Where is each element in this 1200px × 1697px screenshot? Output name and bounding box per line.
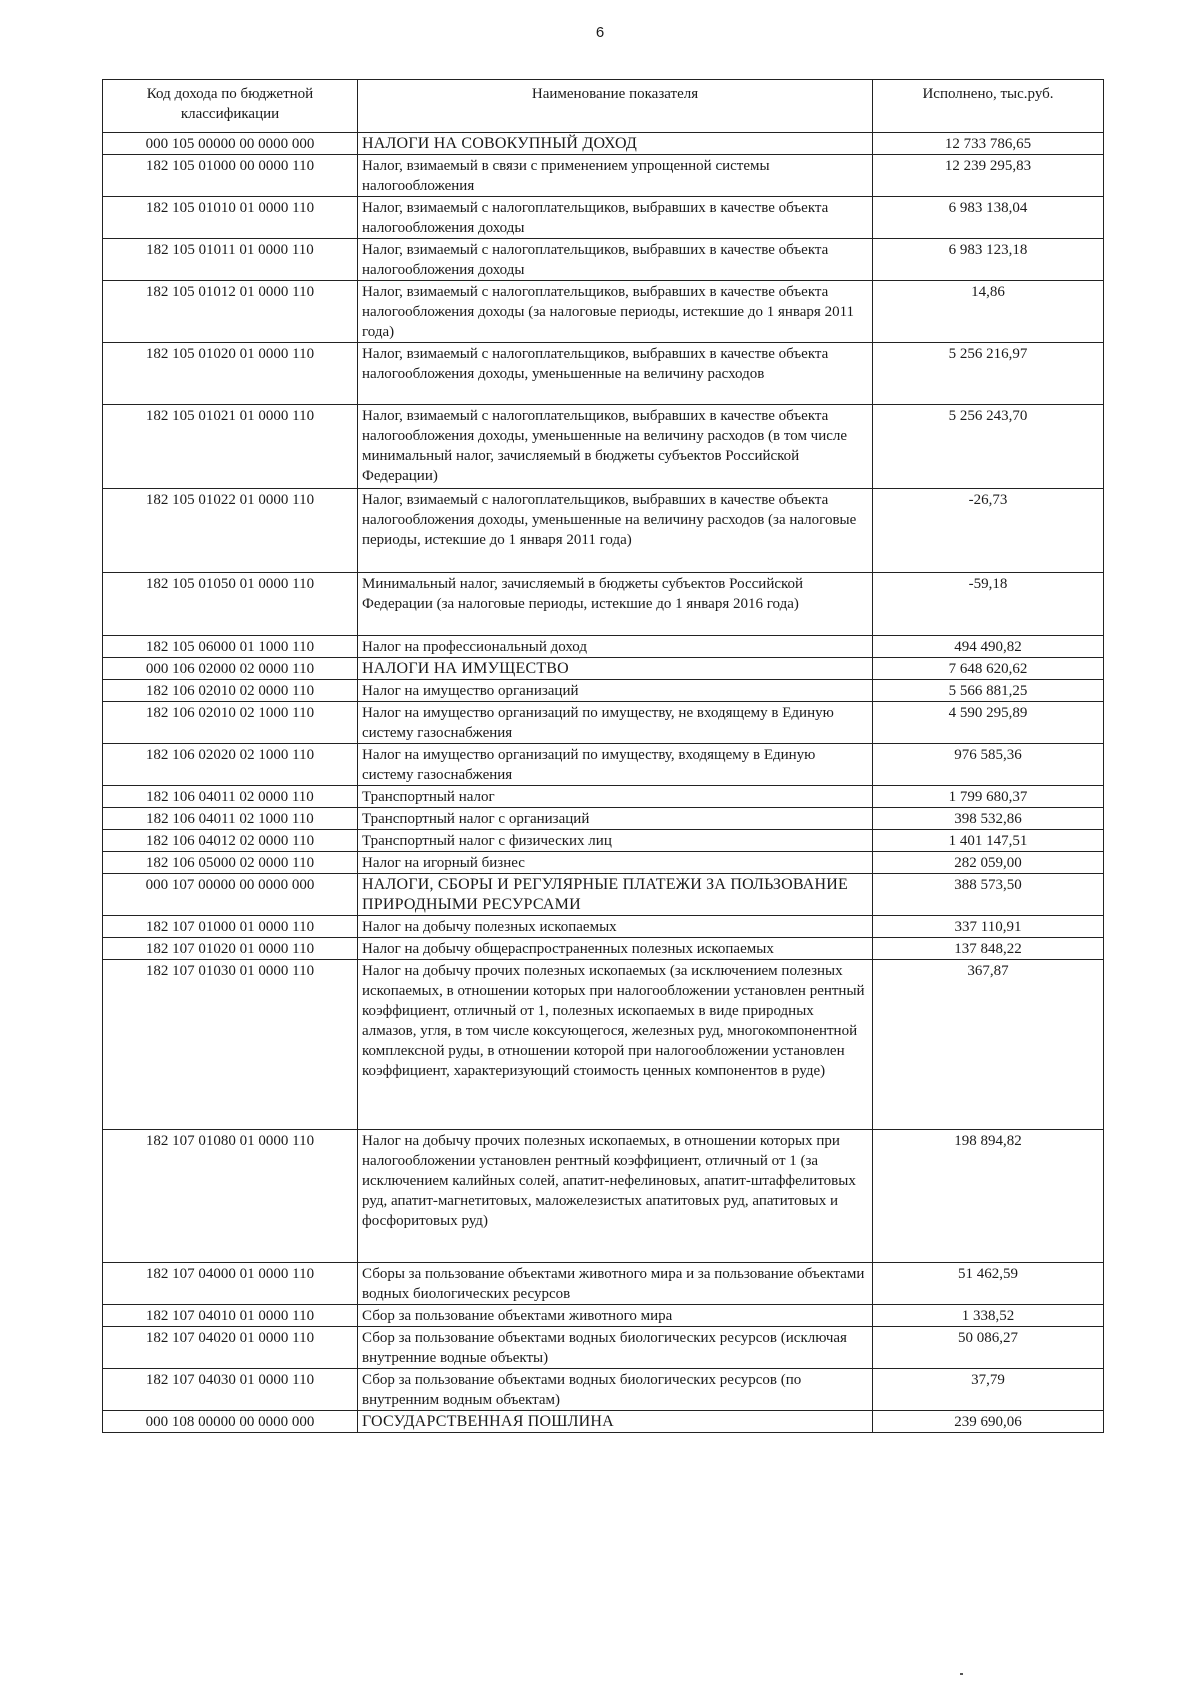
row-code: 000 106 02000 02 0000 110 [103,658,358,680]
table-row [103,680,1104,702]
row-name: Налог на имущество организаций [358,680,873,702]
row-amount: 6 983 138,04 [873,197,1104,239]
row-code: 182 106 04011 02 1000 110 [103,808,358,830]
row-name: Налог на игорный бизнес [358,852,873,874]
row-amount: 1 338,52 [873,1305,1104,1327]
row-amount: 7 648 620,62 [873,658,1104,680]
row-amount: 5 256 216,97 [873,343,1104,405]
row-amount: 5 566 881,25 [873,680,1104,702]
row-name: Транспортный налог [358,786,873,808]
table-row [103,133,1104,155]
row-name: Налог, взимаемый в связи с применением упрощенной системы налогообложения [358,155,873,197]
row-name: Налог, взимаемый с налогоплательщиков, выбравших в качестве объекта налогообложения доходы, уменьшенные на величину расходов (в том числе минимальный налог, зачисляемый в бюджеты субъектов Российской Федерации) [358,405,873,489]
table-row [103,960,1104,1130]
table-row [103,155,1104,197]
row-amount: 12 239 295,83 [873,155,1104,197]
row-amount: 4 590 295,89 [873,702,1104,744]
table-row [103,1305,1104,1327]
row-code: 182 106 02010 02 0000 110 [103,680,358,702]
row-name: Налог, взимаемый с налогоплательщиков, выбравших в качестве объекта налогообложения доходы, уменьшенные на величину расходов [358,343,873,405]
row-name: Налог на профессиональный доход [358,636,873,658]
revenue-table [102,79,1104,1433]
table-row [103,830,1104,852]
row-code: 182 107 04000 01 0000 110 [103,1263,358,1305]
row-amount: 337 110,91 [873,916,1104,938]
row-code: 182 107 04030 01 0000 110 [103,1369,358,1411]
row-name: Сборы за пользование объектами животного мира и за пользование объектами водных биологических ресурсов [358,1263,873,1305]
table-row [103,874,1104,916]
row-code: 182 105 01010 01 0000 110 [103,197,358,239]
table-row [103,1130,1104,1263]
table-row [103,1369,1104,1411]
row-amount: 50 086,27 [873,1327,1104,1369]
row-code: 182 107 01080 01 0000 110 [103,1130,358,1263]
row-name: Налог, взимаемый с налогоплательщиков, выбравших в качестве объекта налогообложения доходы, уменьшенные на величину расходов (за налоговые периоды, истекшие до 1 января 2011 года) [358,489,873,573]
row-name: ГОСУДАРСТВЕННАЯ ПОШЛИНА [358,1411,873,1433]
row-name: НАЛОГИ НА СОВОКУПНЫЙ ДОХОД [358,133,873,155]
table-row [103,281,1104,343]
row-code: 182 105 01011 01 0000 110 [103,239,358,281]
row-amount: 282 059,00 [873,852,1104,874]
header-name: Наименование показателя [358,80,873,133]
row-name: Налог на добычу прочих полезных ископаемых (за исключением полезных ископаемых, в отношении которых при налогообложении установлен рентный коэффициент, отличный от 1, полезных ископаемых в виде природных алмазов, угля, в том числе коксующегося, железных руд, многокомпонентной комплексной руды, в отношении которой при налогообложении установлен коэффициент, характеризующий стоимость ценных компонентов в руде) [358,960,873,1130]
row-name: Минимальный налог, зачисляемый в бюджеты субъектов Российской Федерации (за налоговые периоды, истекшие до 1 января 2016 года) [358,573,873,636]
row-code: 182 107 01020 01 0000 110 [103,938,358,960]
row-code: 182 106 02010 02 1000 110 [103,702,358,744]
row-amount: 494 490,82 [873,636,1104,658]
row-amount: 12 733 786,65 [873,133,1104,155]
row-code: 182 107 01000 01 0000 110 [103,916,358,938]
row-name: Сбор за пользование объектами водных биологических ресурсов (по внутренним водным объектам) [358,1369,873,1411]
row-code: 182 105 01012 01 0000 110 [103,281,358,343]
row-code: 182 106 02020 02 1000 110 [103,744,358,786]
table-row [103,916,1104,938]
row-code: 182 105 01000 00 0000 110 [103,155,358,197]
table-row [103,786,1104,808]
row-name: НАЛОГИ, СБОРЫ И РЕГУЛЯРНЫЕ ПЛАТЕЖИ ЗА ПОЛЬЗОВАНИЕ ПРИРОДНЫМИ РЕСУРСАМИ [358,874,873,916]
table-row [103,702,1104,744]
row-amount: 14,86 [873,281,1104,343]
table-row [103,1327,1104,1369]
row-code: 182 106 04011 02 0000 110 [103,786,358,808]
table-row [103,239,1104,281]
table-row [103,658,1104,680]
row-code: 182 106 04012 02 0000 110 [103,830,358,852]
row-code: 182 105 01021 01 0000 110 [103,405,358,489]
row-code: 182 107 04020 01 0000 110 [103,1327,358,1369]
row-amount: 37,79 [873,1369,1104,1411]
row-code: 182 106 05000 02 0000 110 [103,852,358,874]
header-amount: Исполнено, тыс.руб. [873,80,1104,133]
table-row [103,938,1104,960]
table-row [103,405,1104,489]
row-name: Сбор за пользование объектами животного мира [358,1305,873,1327]
row-code: 182 107 01030 01 0000 110 [103,960,358,1130]
row-amount: -26,73 [873,489,1104,573]
row-amount: 1 401 147,51 [873,830,1104,852]
row-name: Налог на добычу прочих полезных ископаемых, в отношении которых при налогообложении установлен рентный коэффициент, отличный от 1 (за исключением калийных солей, апатит-нефелиновых, апатит-штаффелитовых руд, апатит-магнетитовых, маложелезистых апатитовых руд, апатитовых и фосфоритовых руд) [358,1130,873,1263]
table-row [103,197,1104,239]
table-row [103,573,1104,636]
row-amount: 398 532,86 [873,808,1104,830]
table-row [103,852,1104,874]
row-name: Сбор за пользование объектами водных биологических ресурсов (исключая внутренние водные объекты) [358,1327,873,1369]
header-code: Код дохода по бюджетной классификации [103,80,358,133]
table-row [103,489,1104,573]
table-header-row [103,80,1104,133]
scan-speck [960,1673,963,1675]
row-amount: -59,18 [873,573,1104,636]
row-code: 182 105 01050 01 0000 110 [103,573,358,636]
row-name: Налог на добычу полезных ископаемых [358,916,873,938]
row-amount: 137 848,22 [873,938,1104,960]
row-code: 182 107 04010 01 0000 110 [103,1305,358,1327]
row-name: Транспортный налог с физических лиц [358,830,873,852]
table-row [103,808,1104,830]
row-amount: 198 894,82 [873,1130,1104,1263]
table-row [103,343,1104,405]
row-amount: 1 799 680,37 [873,786,1104,808]
table-row [103,1263,1104,1305]
row-name: Транспортный налог с организаций [358,808,873,830]
row-code: 000 108 00000 00 0000 000 [103,1411,358,1433]
table-row [103,744,1104,786]
row-name: Налог на добычу общераспространенных полезных ископаемых [358,938,873,960]
row-amount: 388 573,50 [873,874,1104,916]
row-amount: 51 462,59 [873,1263,1104,1305]
table-body [103,133,1104,1433]
row-amount: 976 585,36 [873,744,1104,786]
page-number: 6 [595,24,605,41]
row-name: Налог, взимаемый с налогоплательщиков, выбравших в качестве объекта налогообложения доходы (за налоговые периоды, истекшие до 1 января 2011 года) [358,281,873,343]
row-code: 182 105 01020 01 0000 110 [103,343,358,405]
row-amount: 367,87 [873,960,1104,1130]
row-amount: 5 256 243,70 [873,405,1104,489]
row-amount: 6 983 123,18 [873,239,1104,281]
table-row [103,1411,1104,1433]
row-name: Налог, взимаемый с налогоплательщиков, выбравших в качестве объекта налогообложения доходы [358,197,873,239]
row-amount: 239 690,06 [873,1411,1104,1433]
row-code: 182 105 01022 01 0000 110 [103,489,358,573]
row-name: НАЛОГИ НА ИМУЩЕСТВО [358,658,873,680]
row-code: 000 105 00000 00 0000 000 [103,133,358,155]
row-name: Налог, взимаемый с налогоплательщиков, выбравших в качестве объекта налогообложения доходы [358,239,873,281]
row-code: 182 105 06000 01 1000 110 [103,636,358,658]
row-name: Налог на имущество организаций по имуществу, входящему в Единую систему газоснабжения [358,744,873,786]
row-code: 000 107 00000 00 0000 000 [103,874,358,916]
table-row [103,636,1104,658]
row-name: Налог на имущество организаций по имуществу, не входящему в Единую систему газоснабжения [358,702,873,744]
